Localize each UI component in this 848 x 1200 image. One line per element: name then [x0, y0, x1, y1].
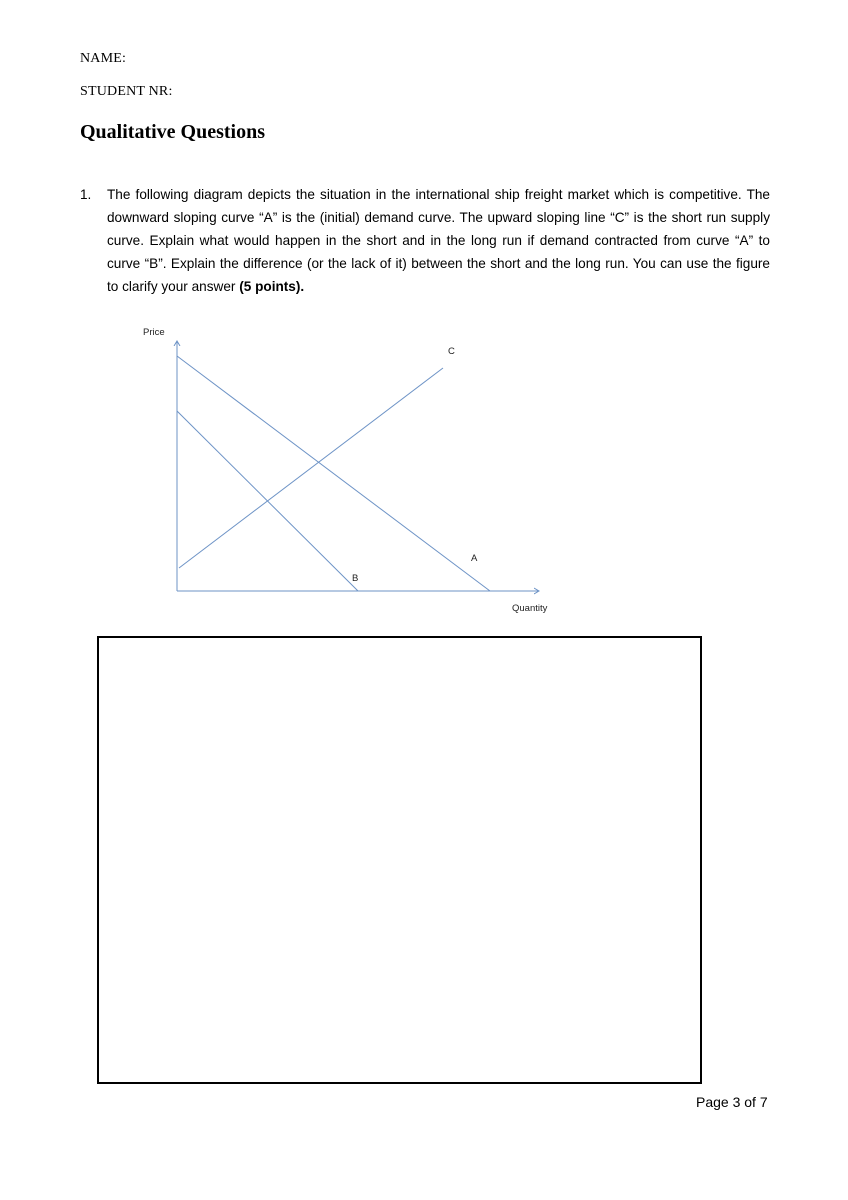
curve-c-label: C [448, 346, 455, 357]
curve-b-label: B [352, 573, 359, 584]
demand-curve-b [177, 411, 358, 591]
supply-curve-c [179, 368, 443, 568]
name-label: NAME: [80, 51, 127, 66]
y-axis-label: Price [143, 327, 165, 338]
curve-a-label: A [471, 553, 478, 564]
section-title: Qualitative Questions [80, 121, 266, 143]
question-body: The following diagram depicts the situation in the international ship freight market which is competitive. The downward sloping curve “A” is the (initial) demand curve. The upward sloping line “C” is the short run supply curve. Explain what would happen in the short and in the long run if demand contracted from curve “A” to curve “B”. Explain the difference (or the lack of it) between the short and the long run. You can use the figure to clarify your answer [107, 187, 770, 294]
question-points: (5 points). [239, 279, 305, 294]
answer-box[interactable] [97, 636, 702, 1084]
question-number: 1. [80, 187, 92, 202]
demand-curve-a [177, 356, 490, 591]
student-number-label: STUDENT NR: [80, 84, 173, 99]
x-axis-label: Quantity [512, 603, 548, 614]
question-text [107, 183, 770, 298]
page-number: Page 3 of 7 [696, 1094, 768, 1110]
